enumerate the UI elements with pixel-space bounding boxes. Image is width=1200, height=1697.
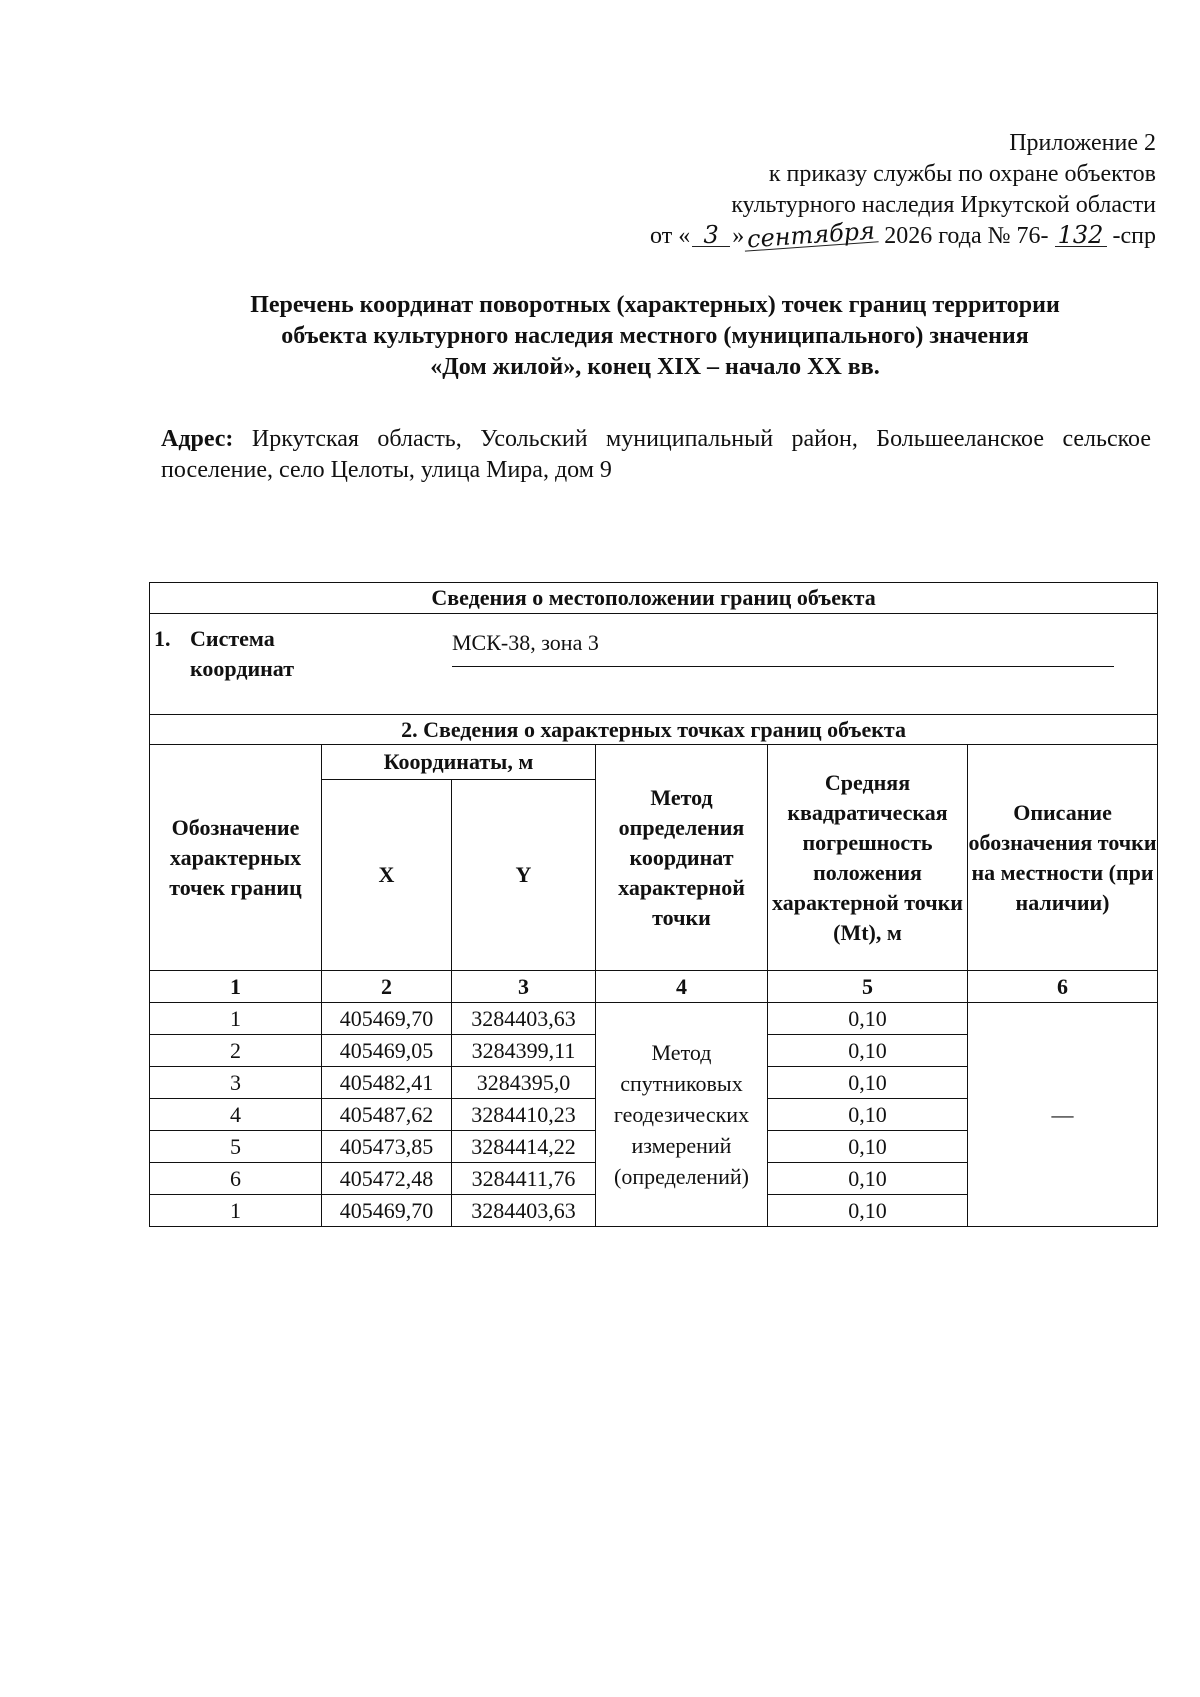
header-designation: Обозначение характерных точек границ <box>150 745 322 971</box>
point-id: 1 <box>150 1195 322 1227</box>
point-y: 3284399,11 <box>452 1035 596 1067</box>
point-mt: 0,10 <box>768 1163 968 1195</box>
header-y: Y <box>452 780 596 971</box>
col-number-1: 1 <box>150 971 322 1003</box>
header-coordinates: Координаты, м <box>322 745 596 780</box>
point-y: 3284410,23 <box>452 1099 596 1131</box>
address-label: Адрес: <box>161 426 234 452</box>
point-y: 3284414,22 <box>452 1131 596 1163</box>
order-suffix: -спр <box>1112 223 1156 249</box>
point-x: 405473,85 <box>322 1131 452 1163</box>
year-text: 2026 года № 76- <box>884 223 1049 249</box>
address-block <box>161 424 1151 486</box>
coordinate-system-label <box>154 624 294 684</box>
point-x: 405482,41 <box>322 1067 452 1099</box>
point-id: 4 <box>150 1099 322 1131</box>
points-title: 2. Сведения о характерных точках границ объекта <box>150 715 1158 745</box>
col-number-5: 5 <box>768 971 968 1003</box>
col-number-6: 6 <box>968 971 1158 1003</box>
description-value: — <box>968 1003 1158 1227</box>
title-line-1: Перечень координат поворотных (характерных) точек границ территории <box>250 292 1060 318</box>
system-label-1: Система <box>190 626 275 651</box>
col-number-2: 2 <box>322 971 452 1003</box>
point-id: 2 <box>150 1035 322 1067</box>
point-x: 405469,70 <box>322 1195 452 1227</box>
point-y: 3284403,63 <box>452 1003 596 1035</box>
title-line-3: «Дом жилой», конец XIX – начало XX вв. <box>430 354 880 380</box>
point-x: 405472,48 <box>322 1163 452 1195</box>
date-prefix: от « <box>650 223 691 249</box>
header-error: Средняя квадратическая погрешность положения характерной точки (Mt), м <box>768 745 968 971</box>
appendix-date-line <box>650 216 1156 254</box>
point-mt: 0,10 <box>768 1067 968 1099</box>
document-title <box>150 290 1160 383</box>
col-number-4: 4 <box>596 971 768 1003</box>
point-mt: 0,10 <box>768 1195 968 1227</box>
point-mt: 0,10 <box>768 1131 968 1163</box>
point-id: 6 <box>150 1163 322 1195</box>
system-number: 1. <box>154 626 171 651</box>
point-y: 3284403,63 <box>452 1195 596 1227</box>
system-label-2: координат <box>190 656 295 681</box>
date-mid: » <box>732 223 745 249</box>
coordinate-system-value: МСК-38, зона 3 <box>452 630 1114 667</box>
point-y: 3284411,76 <box>452 1163 596 1195</box>
address-text: Иркутская область, Усольский муниципальный район, Большееланское сельское поселение, село Целоты, улица Мира, дом 9 <box>161 426 1152 483</box>
col-number-3: 3 <box>452 971 596 1003</box>
header-description: Описание обозначения точки на местности (при наличии) <box>968 745 1158 971</box>
point-mt: 0,10 <box>768 1003 968 1035</box>
point-y: 3284395,0 <box>452 1067 596 1099</box>
appendix-header <box>650 128 1156 252</box>
appendix-line-2: к приказу службы по охране объектов <box>768 161 1156 187</box>
point-mt: 0,10 <box>768 1035 968 1067</box>
point-id: 3 <box>150 1067 322 1099</box>
handwritten-day: 3 <box>692 224 730 247</box>
point-x: 405487,62 <box>322 1099 452 1131</box>
point-x: 405469,05 <box>322 1035 452 1067</box>
handwritten-order-number: 132 <box>1055 224 1107 247</box>
handwritten-month: сентября <box>744 219 879 251</box>
appendix-line-1: Приложение 2 <box>1009 130 1156 156</box>
point-id: 5 <box>150 1131 322 1163</box>
point-id: 1 <box>150 1003 322 1035</box>
title-line-2: объекта культурного наследия местного (муниципального) значения <box>281 323 1029 349</box>
header-x: X <box>322 780 452 971</box>
boundary-table <box>149 582 1158 1227</box>
section-title: Сведения о местоположении границ объекта <box>150 583 1158 614</box>
appendix-line-3: культурного наследия Иркутской области <box>731 192 1156 218</box>
method-value: Метод спутниковых геодезических измерений (определений) <box>596 1003 768 1227</box>
table-row <box>150 1003 1158 1035</box>
coordinate-system-cell <box>150 614 1158 715</box>
point-mt: 0,10 <box>768 1099 968 1131</box>
header-method: Метод определения координат характерной точки <box>596 745 768 971</box>
point-x: 405469,70 <box>322 1003 452 1035</box>
